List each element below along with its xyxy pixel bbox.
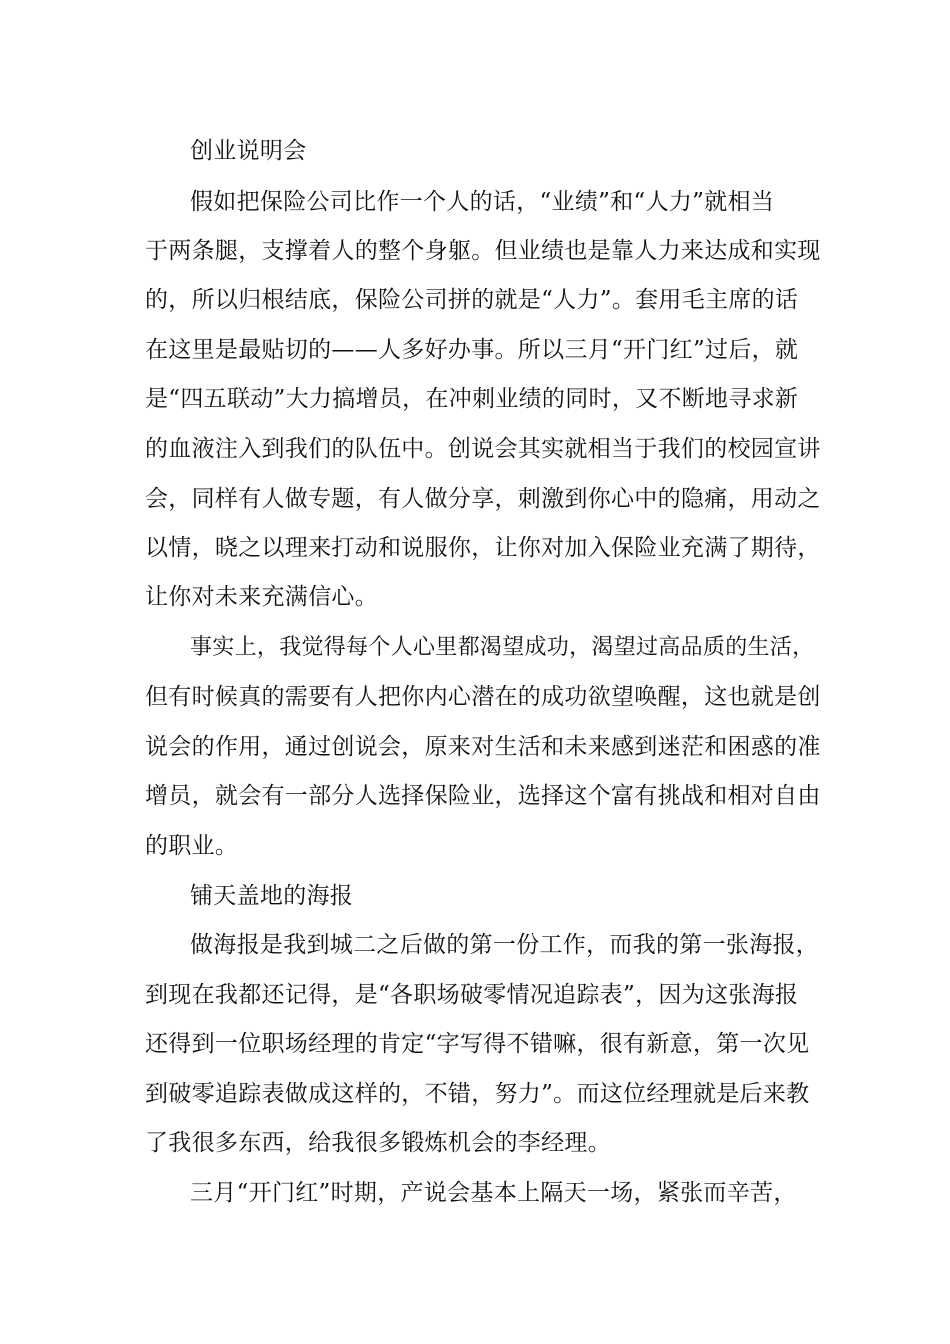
text-line: 了我很多东西，给我很多锻炼机会的李经理。 xyxy=(145,1130,611,1156)
text-line: 三月“开门红”时期，产说会基本上隔天一场，紧张而辛苦， xyxy=(190,1180,797,1206)
text-line: 到破零追踪表做成这样的，不错，努力”。而这位经理就是后来教 xyxy=(145,1081,810,1107)
text-line: 的，所以归根结底，保险公司拼的就是“人力”。套用毛主席的话 xyxy=(145,287,799,313)
text-line: 的血液注入到我们的队伍中。创说会其实就相当于我们的校园宣讲 xyxy=(145,436,821,462)
section-heading: 创业说明会 xyxy=(190,138,307,164)
text-line: 以情，晓之以理来打动和说服你，让你对加入保险业充满了期待， xyxy=(145,535,821,561)
text-line: 还得到一位职场经理的肯定“字写得不错嘛，很有新意，第一次见 xyxy=(145,1031,810,1057)
text-line: 假如把保险公司比作一个人的话，“业绩”和“人力”就相当 xyxy=(190,189,775,215)
text-line: 是“四五联动”大力搞增员，在冲刺业绩的同时，又不断地寻求新 xyxy=(145,386,799,412)
text-line: 做海报是我到城二之后做的第一份工作，而我的第一张海报， xyxy=(190,932,820,958)
section-heading: 铺天盖地的海报 xyxy=(190,883,354,909)
text-line: 于两条腿，支撑着人的整个身躯。但业绩也是靠人力来达成和实现 xyxy=(145,238,821,264)
text-line: 但有时候真的需要有人把你内心潜在的成功欲望唤醒，这也就是创 xyxy=(145,684,821,710)
text-line: 的职业。 xyxy=(145,833,239,859)
text-line: 在这里是最贴切的——人多好办事。所以三月“开门红”过后，就 xyxy=(145,337,799,363)
text-line: 增员，就会有一部分人选择保险业，选择这个富有挑战和相对自由 xyxy=(145,783,821,809)
text-line: 事实上，我觉得每个人心里都渴望成功，渴望过高品质的生活， xyxy=(190,635,815,660)
text-line: 说会的作用，通过创说会，原来对生活和未来感到迷茫和困惑的准 xyxy=(145,734,821,760)
text-line: 到现在我都还记得，是“各职场破零情况追踪表”，因为这张海报 xyxy=(145,982,799,1008)
text-line: 会，同样有人做专题，有人做分享，刺激到你心中的隐痛，用动之 xyxy=(145,486,821,512)
text-line: 让你对未来充满信心。 xyxy=(145,584,378,610)
